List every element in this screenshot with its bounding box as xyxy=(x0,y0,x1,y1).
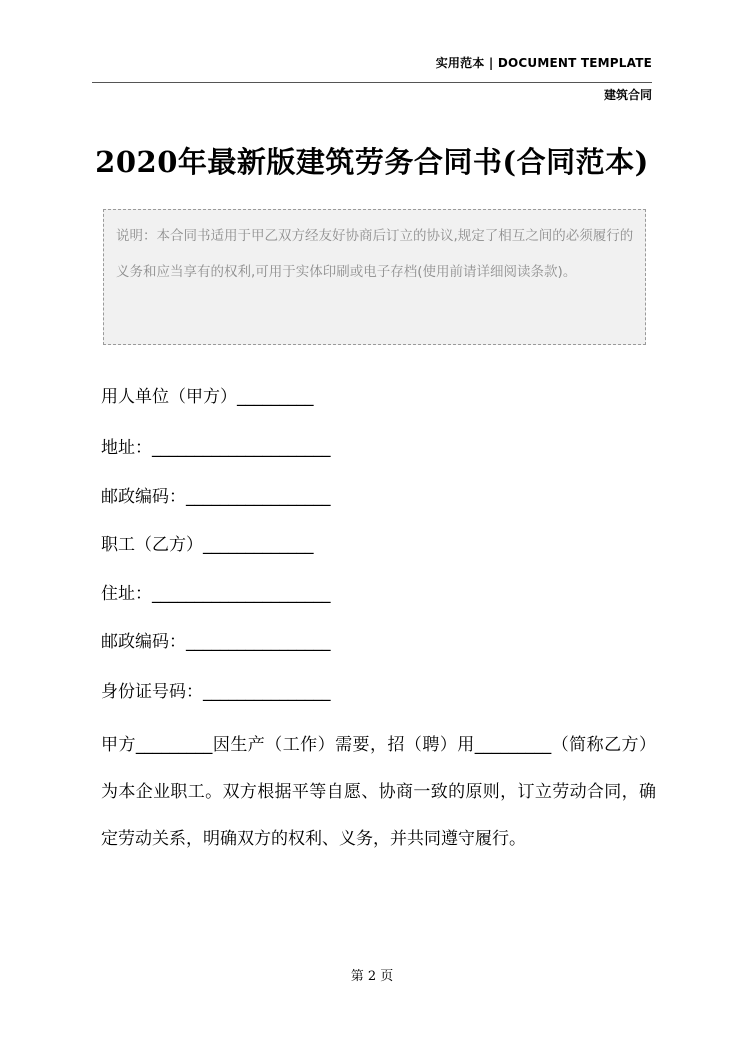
note-box xyxy=(103,209,646,345)
field-address: 地址：_____________________ xyxy=(101,438,331,458)
field-employer: 用人单位（甲方）_________ xyxy=(101,387,314,407)
document-title: 2020年最新版建筑劳务合同书(合同范本) xyxy=(95,145,649,179)
field-postcode-employer: 邮政编码：_________________ xyxy=(101,487,331,507)
header-tagline: 实用范本 | DOCUMENT TEMPLATE xyxy=(435,56,652,70)
header-category: 建筑合同 xyxy=(603,88,652,102)
field-residence: 住址：_____________________ xyxy=(101,584,331,604)
contract-paragraph: 甲方_________因生产（工作）需要，招（聘）用_________（简称乙方）为本企业职工。双方根据平等自愿、协商一致的原则，订立劳动合同，确定劳动关系，明确双方的权利、义务，并共同遵守履行。 xyxy=(101,735,656,849)
field-id-number: 身份证号码：_______________ xyxy=(101,682,331,702)
page-number: 第 2 页 xyxy=(350,969,394,984)
field-employee: 职工（乙方）_____________ xyxy=(101,535,314,555)
field-postcode-employee: 邮政编码：_________________ xyxy=(101,632,331,652)
header-divider xyxy=(92,82,652,83)
note-text: 说明：本合同书适用于甲乙双方经友好协商后订立的协议,规定了相互之间的必须履行的义务和应当享有的权利,可用于实体印刷或电子存档(使用前请详细阅读条款)。 xyxy=(116,228,634,280)
